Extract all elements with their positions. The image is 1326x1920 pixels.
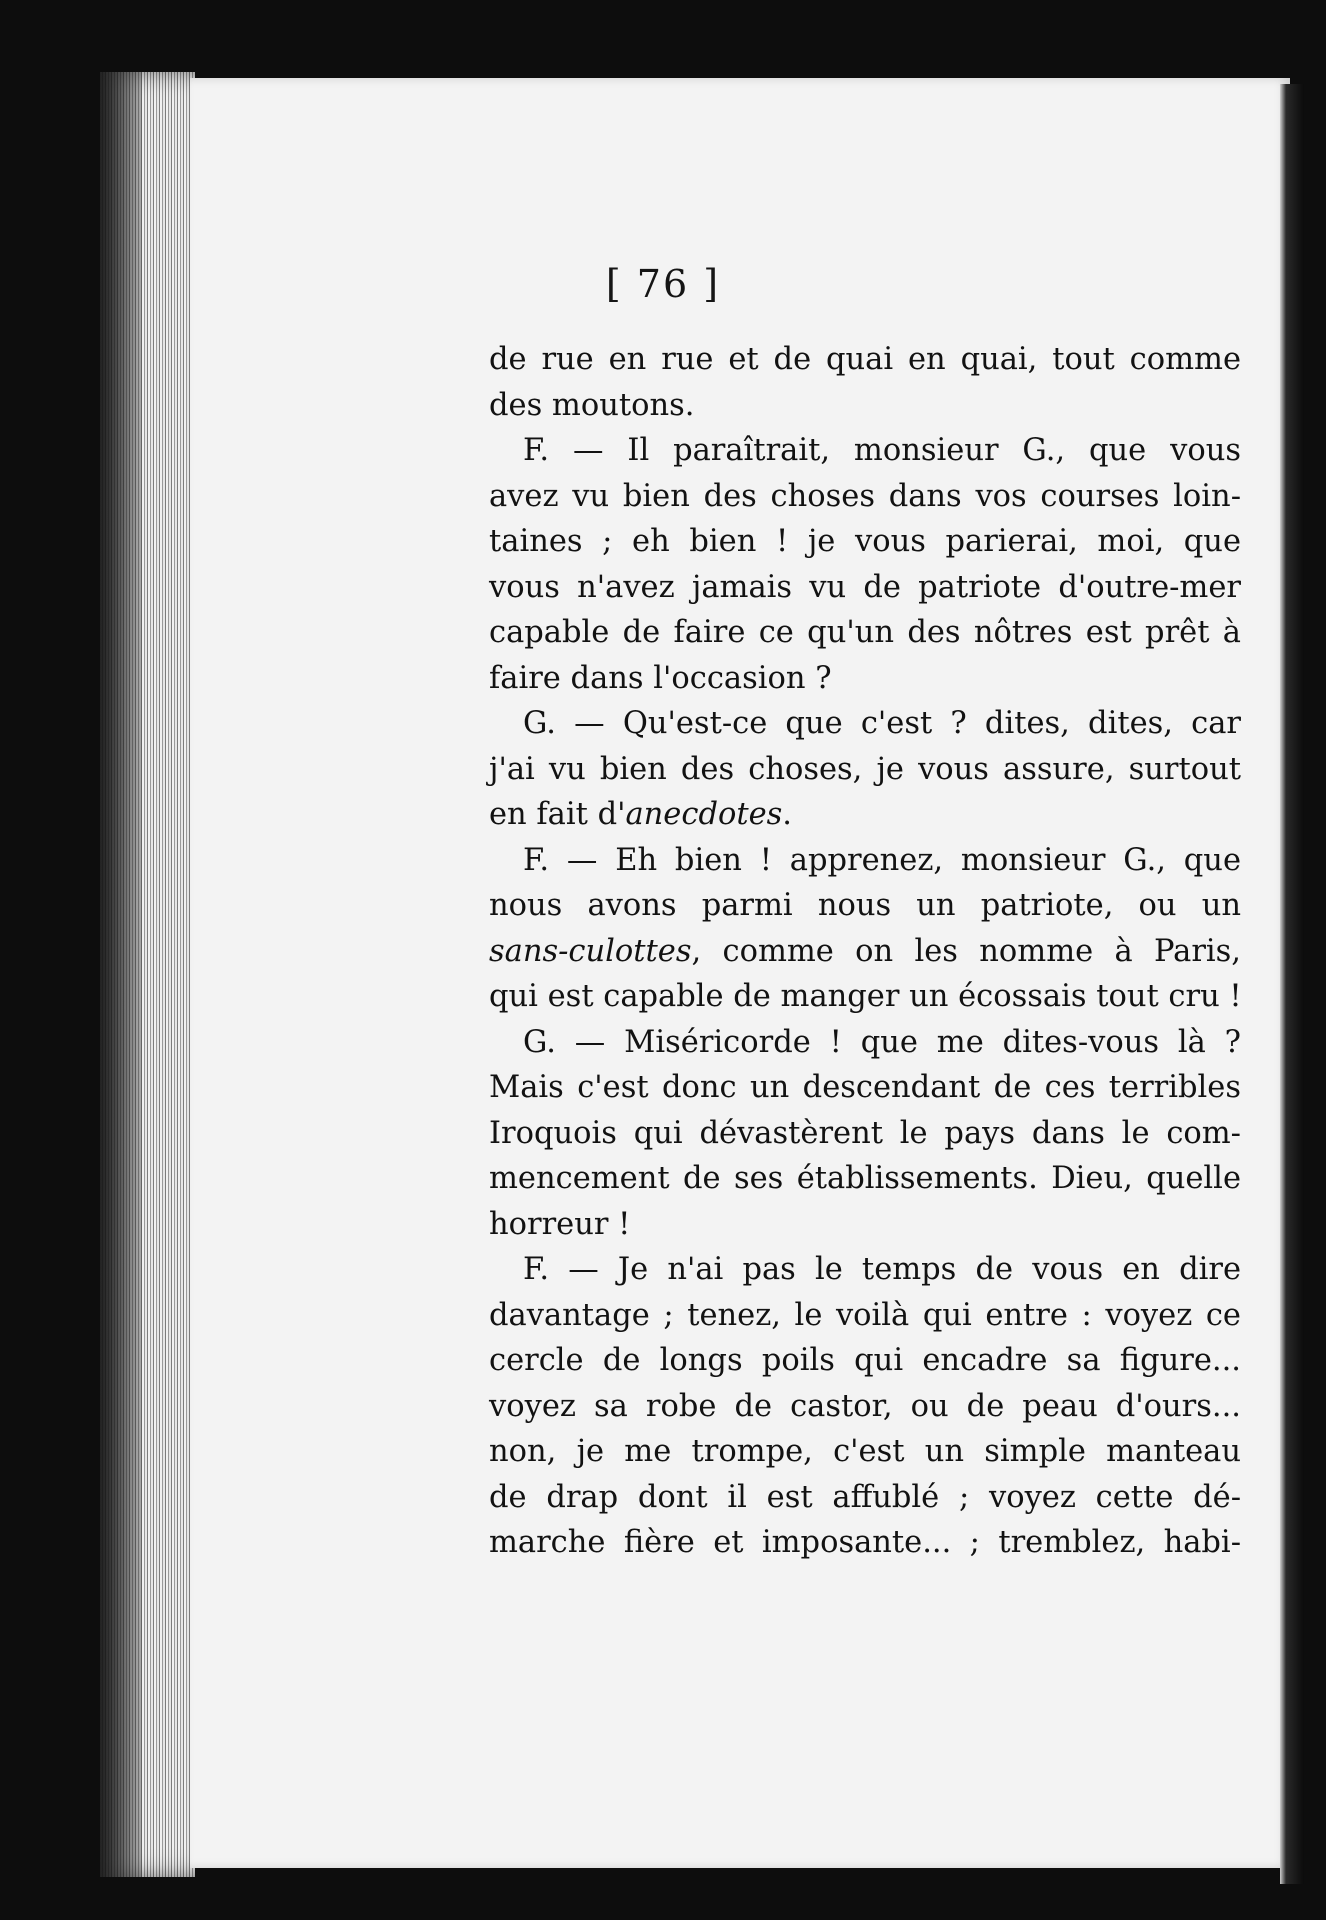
book-spine-shadow: [100, 72, 142, 1877]
text-line: vous n'avez jamais vu de patriote d'outre-mer: [489, 569, 1241, 605]
line-text: Je n'ai pas le temps de vous en dire: [617, 1252, 1242, 1287]
text-line: cercle de longs poils qui encadre sa figure...: [489, 1343, 1241, 1378]
text-line: marche fière et imposante... ; tremblez, habi-: [489, 1525, 1241, 1560]
line-text: Miséricorde ! que me dites-vous là ?: [624, 1024, 1241, 1060]
italic-term: anecdotes: [625, 797, 783, 832]
text-line: qui est capable de manger un écossais tout cru !: [489, 979, 1242, 1014]
text-line: taines ; eh bien ! je vous parierai, moi, que: [489, 524, 1241, 559]
text-line: [489, 838, 1241, 884]
paragraph: [489, 1247, 1241, 1566]
text-line: nous avons parmi nous un patriote, ou un: [489, 888, 1241, 923]
speaker-label: F. —: [523, 1252, 618, 1287]
line-text: .: [782, 797, 792, 832]
line-text: Eh bien ! apprenez, monsieur G., que: [615, 842, 1241, 878]
page-number: [ 76 ]: [605, 262, 721, 306]
text-line: j'ai vu bien des choses, je vous assure, surtout: [489, 751, 1241, 787]
text-line: [489, 428, 1241, 474]
speaker-label: G. —: [523, 1024, 625, 1060]
text-line: Mais c'est donc un descendant de ces terribles: [489, 1070, 1241, 1105]
italic-term: sans-culottes: [489, 933, 692, 969]
text-line: faire dans l'occasion ?: [489, 660, 832, 696]
paragraph: [489, 337, 1241, 428]
line-text: , comme on les nomme à Paris,: [691, 933, 1241, 969]
speaker-label: G. —: [523, 706, 623, 741]
text-line: Iroquois qui dévastèrent le pays dans le com-: [489, 1115, 1241, 1151]
paragraph: [489, 838, 1241, 1020]
paragraph: [489, 701, 1241, 838]
line-text: en fait d': [489, 797, 626, 832]
speaker-label: F. —: [523, 433, 628, 468]
text-line: avez vu bien des choses dans vos courses loin-: [489, 478, 1241, 514]
text-line: des moutons.: [489, 387, 695, 423]
text-line: de rue en rue et de quai en quai, tout comme: [489, 342, 1241, 377]
text-line: horreur !: [489, 1206, 631, 1242]
text-line: de drap dont il est affublé ; voyez cette dé-: [489, 1479, 1241, 1515]
text-line: [489, 1247, 1241, 1293]
text-line: mencement de ses établissements. Dieu, quelle: [489, 1161, 1241, 1196]
text-line: [489, 701, 1241, 747]
paragraph: [489, 428, 1241, 701]
text-line: voyez sa robe de castor, ou de peau d'ours...: [489, 1388, 1241, 1424]
text-line: [489, 1020, 1241, 1066]
line-text: Qu'est-ce que c'est ? dites, dites, car: [622, 706, 1241, 741]
text-line: non, je me trompe, c'est un simple manteau: [489, 1434, 1241, 1469]
line-text: Il paraîtrait, monsieur G., que vous: [627, 433, 1241, 468]
speaker-label: F. —: [523, 842, 616, 878]
text-line: [489, 792, 1241, 838]
page-binding-edge: [1280, 84, 1304, 1884]
text-line: capable de faire ce qu'un des nôtres est prêt à: [489, 615, 1241, 650]
text-line: davantage ; tenez, le voilà qui entre : voyez ce: [489, 1297, 1241, 1333]
text-line: [489, 929, 1241, 975]
paragraph: [489, 1020, 1241, 1248]
body-text: [489, 337, 1241, 1566]
